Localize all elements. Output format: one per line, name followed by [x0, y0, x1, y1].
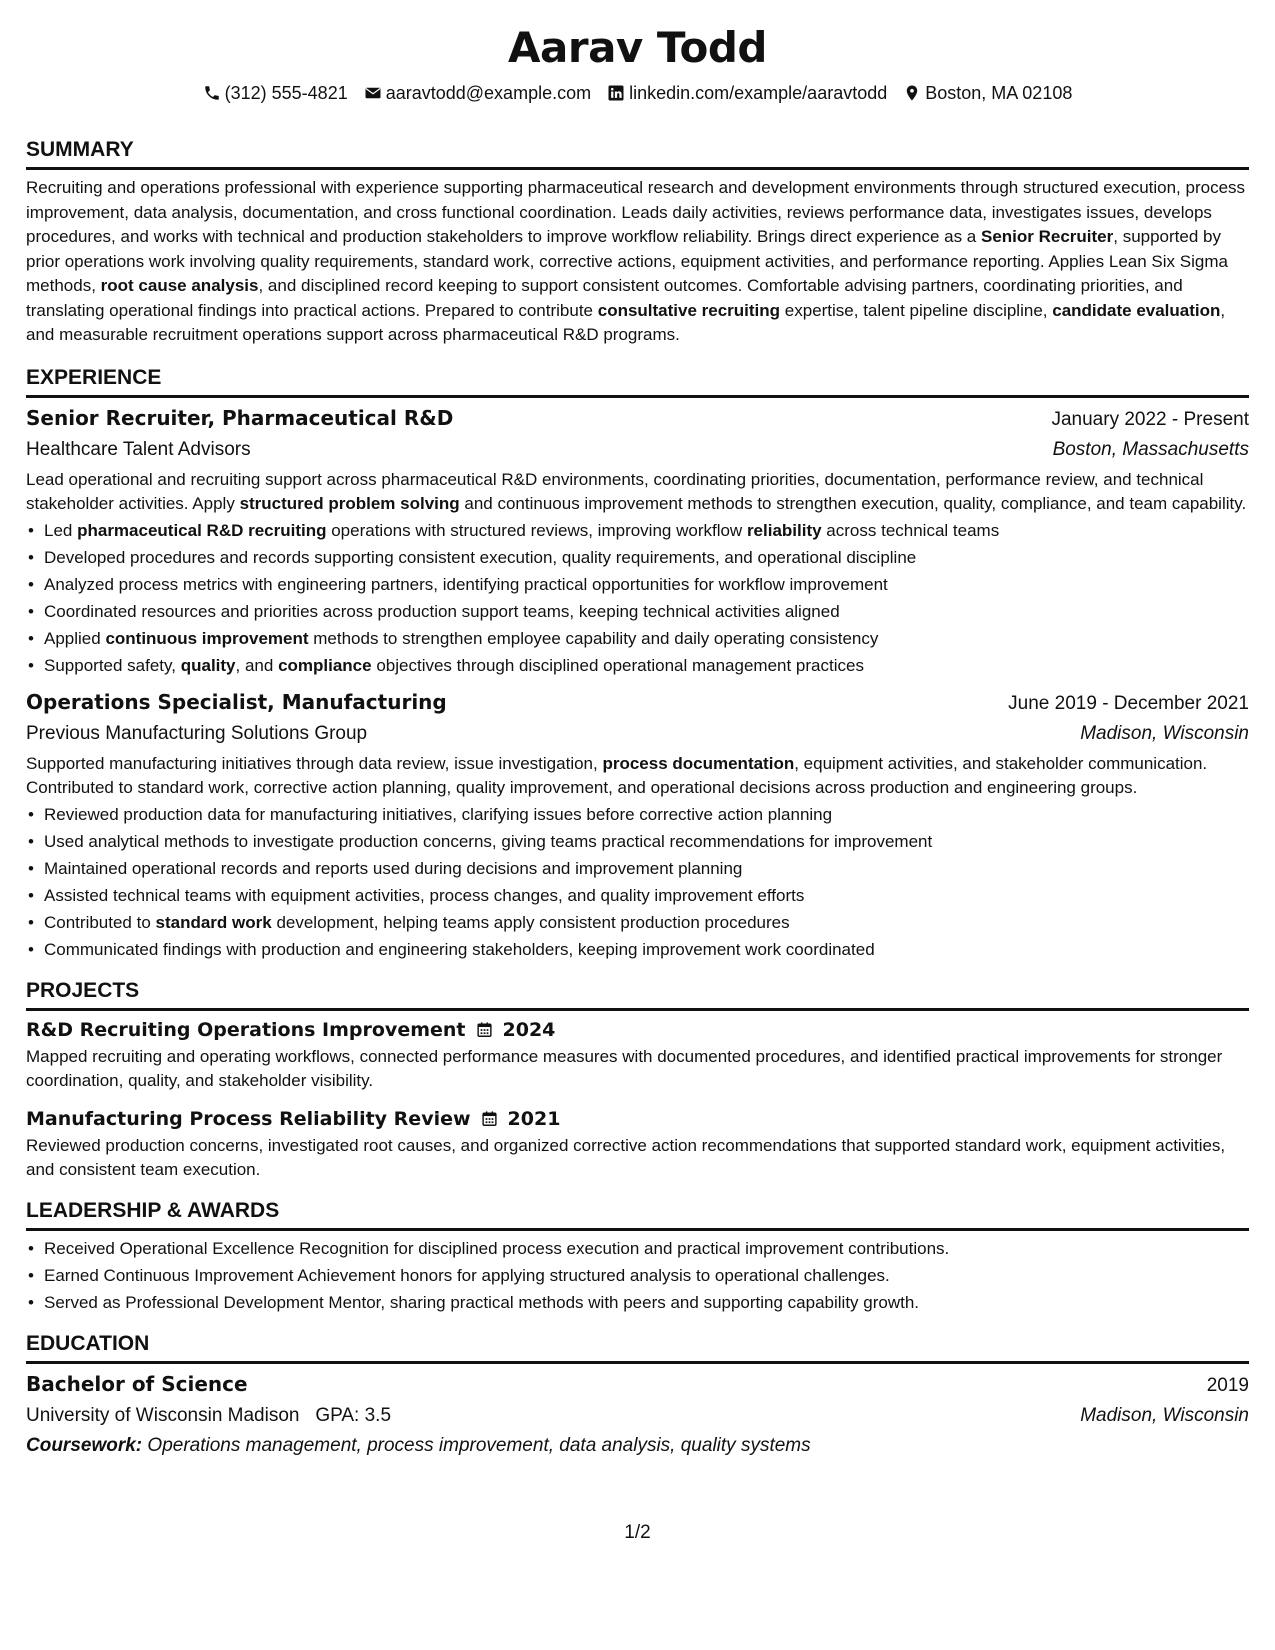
school-name: University of Wisconsin Madison [26, 1404, 300, 1426]
map-pin-icon [903, 84, 921, 102]
project-year: 2021 [507, 1107, 561, 1130]
degree: Bachelor of Science [26, 1371, 248, 1396]
contact-email[interactable] [364, 80, 591, 106]
section-title-education: EDUCATION [26, 1330, 1249, 1364]
section-title-projects: PROJECTS [26, 977, 1249, 1011]
job-location: Madison, Wisconsin [1080, 722, 1249, 744]
education-section [26, 1330, 1249, 1461]
project-description: Mapped recruiting and operating workflows, connected performance measures with documented procedures, and identified practical improvements for stronger coordination, quality, and stakeholder visibility. [26, 1046, 1223, 1090]
job-company: Healthcare Talent Advisors [26, 438, 251, 460]
contact-linkedin[interactable] [607, 80, 887, 106]
section-title-summary: SUMMARY [26, 136, 1249, 170]
phone-icon [203, 84, 221, 102]
list-item: • Assisted technical teams with equipment activities, process changes, and quality improvement efforts [44, 882, 1249, 909]
location-text: Boston, MA 02108 [925, 83, 1073, 103]
job-entry [26, 687, 1249, 963]
summary-text: Recruiting and operations professional with experience supporting pharmaceutical research and development environments through structured execution, process improvement, data analysis, documentation, and cross functional coordination. Leads daily activities, reviews performance data, investigates issues, develops procedures, and works with technical and production stakeholders to improve workflow reliability. Brings direct experience as a Senior Recruiter, supported by prior operations work involving quality requirements, standard work, corrective actions, equipment activities, and performance reporting. Applies Lean Six Sigma methods, root cause analysis, and disciplined record keeping to support consistent outcomes. Comfortable advising partners, coordinating priorities, and translating operational findings into practical actions. Prepared to contribute consultative recruiting expertise, talent pipeline discipline, candidate evaluation, and measurable recruitment operations support across pharmaceutical R&D programs. [26, 178, 1246, 344]
linkedin-text: linkedin.com/example/aaravtodd [629, 83, 888, 103]
list-item: • Contributed to standard work development, helping teams apply consistent production procedures [44, 909, 1249, 936]
job-dates: January 2022 - Present [1051, 408, 1249, 430]
linkedin-icon [607, 84, 625, 102]
project-entry [26, 1104, 1249, 1183]
email-text: aaravtodd@example.com [385, 83, 592, 103]
coursework-text: Operations management, process improvement, data analysis, quality systems [142, 1434, 811, 1456]
summary-section [26, 136, 1249, 348]
coursework-label: Coursework: [26, 1434, 143, 1456]
list-item: • Used analytical methods to investigate production concerns, giving teams practical recommendations for improvement [44, 828, 1249, 855]
job-dates: June 2019 - December 2021 [1008, 692, 1249, 714]
job-description: Lead operational and recruiting support across pharmaceutical R&D environments, coordinating priorities, documentation, performance review, and technical stakeholder activities. Apply structured problem solving and continuous improvement methods to strengthen execution, quality, compliance, and team capability. [26, 469, 1247, 513]
list-item: • Developed procedures and records supporting consistent execution, quality requirements, and operational discipline [44, 544, 1249, 571]
project-entry [26, 1015, 1249, 1094]
job-description: Supported manufacturing initiatives through data review, issue investigation, process documentation, equipment activities, and stakeholder communication. Contributed to standard work, corrective action planning, quality improvement, and operational decisions across production and engineering groups. [26, 753, 1208, 797]
calendar-icon [476, 1021, 493, 1038]
project-title: Manufacturing Process Reliability Review [26, 1107, 471, 1130]
envelope-icon [364, 84, 382, 102]
job-bullets [26, 801, 1249, 963]
list-item: • Led pharmaceutical R&D recruiting operations with structured reviews, improving workflow reliability across technical teams [44, 517, 1249, 544]
projects-section [26, 977, 1249, 1183]
calendar-icon [481, 1110, 498, 1127]
contact-bar [26, 80, 1249, 106]
leadership-list [26, 1235, 1249, 1316]
section-title-leadership: LEADERSHIP & AWARDS [26, 1197, 1249, 1231]
job-location: Boston, Massachusetts [1052, 438, 1249, 460]
job-title: Senior Recruiter, Pharmaceutical R&D [26, 405, 454, 430]
list-item: • Applied continuous improvement methods to strengthen employee capability and daily operating consistency [44, 625, 1249, 652]
job-company: Previous Manufacturing Solutions Group [26, 722, 368, 744]
gpa: GPA: 3.5 [315, 1404, 392, 1426]
phone-text: (312) 555-4821 [224, 83, 348, 103]
project-description: Reviewed production concerns, investigated root causes, and organized corrective action recommendations that supported standard work, equipment activities, and consistent team execution. [26, 1135, 1226, 1179]
list-item: • Communicated findings with production and engineering stakeholders, keeping improvement work coordinated [44, 936, 1249, 963]
list-item: • Supported safety, quality, and compliance objectives through disciplined operational management practices [44, 652, 1249, 679]
candidate-name: Aarav Todd [508, 23, 767, 72]
project-year: 2024 [502, 1018, 556, 1041]
contact-phone[interactable] [203, 80, 348, 106]
page-number: 1/2 [624, 1522, 651, 1543]
list-item: • Received Operational Excellence Recognition for disciplined process execution and practical improvement contributions. [44, 1235, 1249, 1262]
graduation-year: 2019 [1206, 1374, 1249, 1396]
section-title-experience: EXPERIENCE [26, 364, 1249, 398]
job-bullets [26, 517, 1249, 679]
list-item: • Reviewed production data for manufacturing initiatives, clarifying issues before corrective action planning [44, 801, 1249, 828]
list-item: • Maintained operational records and reports used during decisions and improvement planning [44, 855, 1249, 882]
job-title: Operations Specialist, Manufacturing [26, 689, 447, 714]
school-location: Madison, Wisconsin [1080, 1404, 1249, 1426]
contact-location [903, 80, 1072, 106]
job-entry [26, 403, 1249, 679]
list-item: • Served as Professional Development Mentor, sharing practical methods with peers and supporting capability growth. [44, 1289, 1249, 1316]
project-title: R&D Recruiting Operations Improvement [26, 1018, 466, 1041]
leadership-section [26, 1197, 1249, 1316]
coursework [26, 1431, 1249, 1461]
list-item: • Earned Continuous Improvement Achievement honors for applying structured analysis to operational challenges. [44, 1262, 1249, 1289]
list-item: • Coordinated resources and priorities across production support teams, keeping technical activities aligned [44, 598, 1249, 625]
list-item: • Analyzed process metrics with engineering partners, identifying practical opportunities for workflow improvement [44, 571, 1249, 598]
experience-section [26, 364, 1249, 963]
